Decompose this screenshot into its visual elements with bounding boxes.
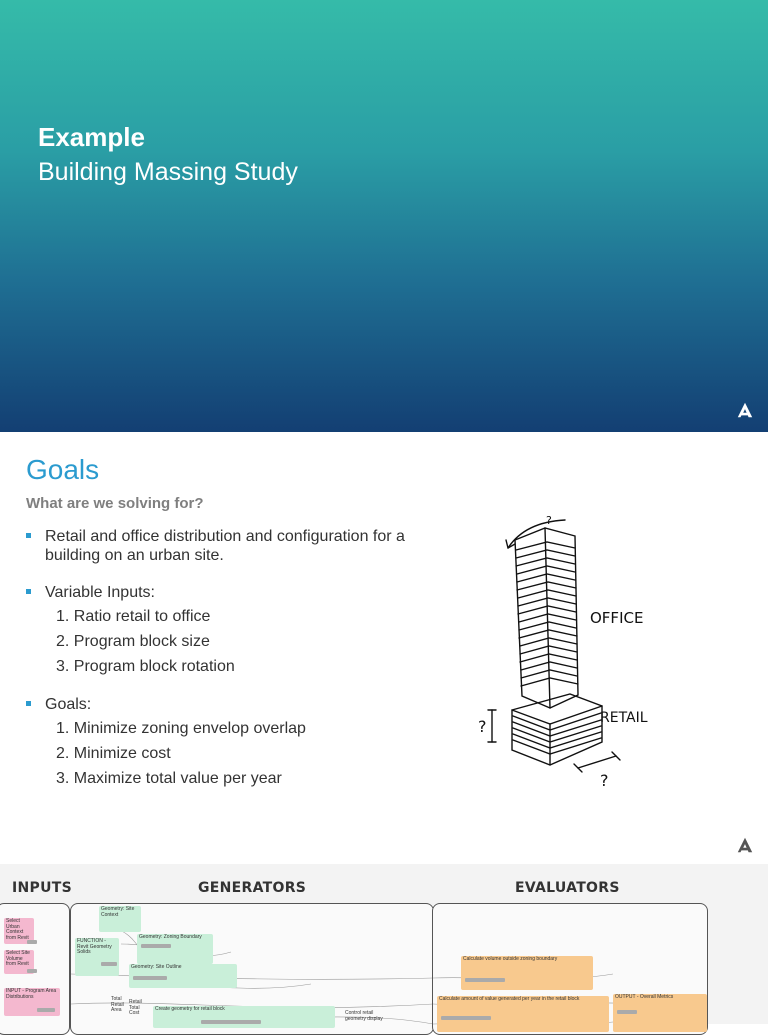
generators-label: GENERATORS [198, 880, 307, 896]
node-port [617, 1010, 637, 1014]
graph-node: Calculate volume outside zoning boundary [461, 956, 593, 990]
question-mark-label: ? [478, 717, 487, 736]
workflow-slide [0, 864, 768, 1024]
numbered-item: 1. Ratio retail to office [56, 608, 211, 625]
node-port [441, 1016, 491, 1020]
numbered-item: 3. Maximize total value per year [56, 770, 282, 787]
node-port [133, 976, 167, 980]
autodesk-logo-icon [736, 401, 754, 419]
node-port [27, 969, 37, 973]
bullet-marker [26, 701, 31, 706]
inputs-panel [0, 903, 70, 1035]
graph-node: Geometry: Site Context [99, 906, 141, 932]
generators-panel [70, 903, 434, 1035]
evaluators-panel [432, 903, 708, 1035]
bullet-marker [26, 533, 31, 538]
question-mark-label: ? [546, 514, 552, 527]
numbered-item: 1. Minimize zoning envelop overlap [56, 720, 306, 737]
graph-node: OUTPUT - Overall Metrics [613, 994, 707, 1032]
bullet-item: Goals: [26, 695, 446, 714]
autodesk-logo-icon [736, 836, 754, 854]
graph-node: Control retail geometry display [345, 1010, 383, 1022]
numbered-item: 3. Program block rotation [56, 658, 235, 675]
node-port [201, 1020, 261, 1024]
slide-subtitle: Building Massing Study [38, 158, 298, 186]
bullet-marker [26, 589, 31, 594]
numbered-item: 2. Minimize cost [56, 745, 171, 762]
node-port [101, 962, 117, 966]
office-label: OFFICE [590, 609, 644, 627]
node-port [141, 944, 171, 948]
retail-label: RETAIL [600, 710, 648, 726]
node-port [465, 978, 505, 982]
goals-title: Goals [26, 454, 100, 485]
evaluators-label: EVALUATORS [515, 880, 620, 896]
graph-node: Create geometry for retail block [153, 1006, 335, 1028]
goals-subtitle: What are we solving for? [26, 495, 204, 512]
node-port [37, 1008, 55, 1012]
inputs-label: INPUTS [12, 880, 72, 896]
graph-node: Calculate amount of value generated per year in the retail block [437, 996, 609, 1032]
graph-node: Select Site Volume from Revit [4, 950, 34, 974]
graph-node: Geometry: Zoning Boundary [137, 934, 213, 964]
bullet-item: Retail and office distribution and configuration for a building on an urban site. [26, 527, 446, 565]
question-mark-label: ? [600, 771, 609, 790]
slide-title: Example [38, 122, 145, 152]
graph-node: Total Retail Area [111, 996, 124, 1013]
bullet-item: Variable Inputs: [26, 583, 446, 602]
graph-node: Geometry: Site Outline [129, 964, 237, 988]
graph-node: Select Urban Context from Revit [4, 918, 34, 944]
title-slide [0, 0, 768, 432]
graph-node: INPUT - Program Area Distributions [4, 988, 60, 1016]
graph-node: FUNCTION - Revit Geometry Solids [75, 938, 119, 976]
numbered-item: 2. Program block size [56, 633, 210, 650]
graph-node: Retail Total Cost [129, 999, 142, 1016]
goals-slide [0, 432, 768, 864]
tower-sketch-image [470, 510, 690, 800]
node-port [27, 940, 37, 944]
